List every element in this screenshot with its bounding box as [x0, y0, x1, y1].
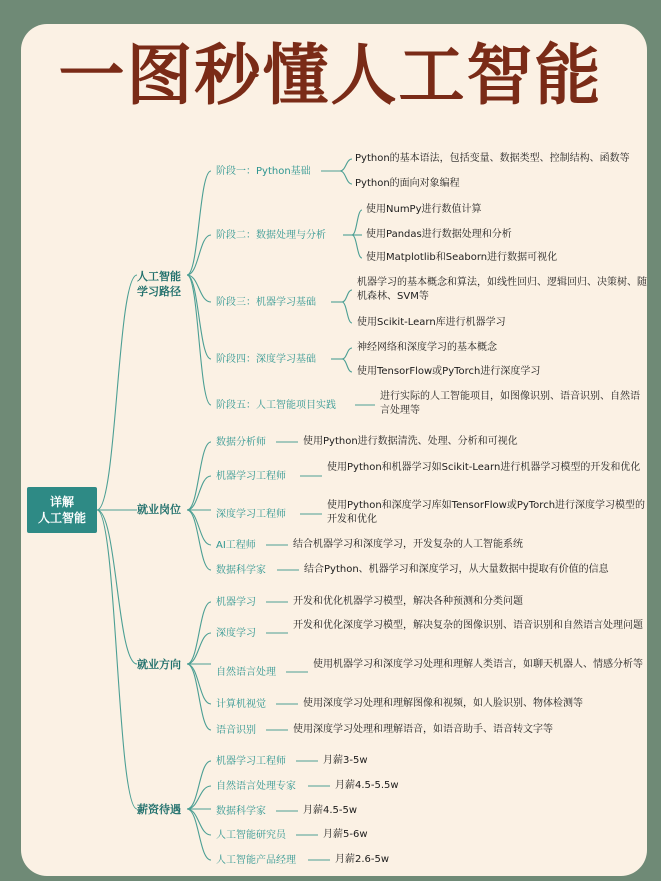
direction-label: 计算机视觉: [216, 699, 266, 710]
direction-desc: 开发和优化深度学习模型，解决复杂的图像识别、语音识别和自然语言处理问题: [293, 620, 643, 631]
node-directions: 就业方向: [137, 658, 181, 671]
node-salary: 薪资待遇: [137, 803, 181, 816]
stage-4-item: 神经网络和深度学习的基本概念: [357, 342, 497, 353]
stage-2-item: 使用Matplotlib和Seaborn进行数据可视化: [366, 252, 558, 263]
stage-2: 阶段二：数据处理与分析: [216, 230, 326, 241]
salary-role: 自然语言处理专家: [216, 781, 296, 792]
job-desc: 结合机器学习和深度学习，开发复杂的人工智能系统: [293, 539, 523, 550]
stage-5: 阶段五：人工智能项目实践: [216, 400, 336, 411]
stage-1-item: Python的基本语法，包括变量、数据类型、控制结构、函数等: [355, 153, 630, 164]
node-learning-path-line1: 人工智能: [137, 270, 181, 283]
job-desc: 使用Python进行数据清洗、处理、分析和可视化: [303, 436, 518, 447]
salary-role: 人工智能研究员: [216, 830, 286, 841]
direction-label: 深度学习: [216, 628, 256, 639]
node-learning-path-line2: 学习路径: [137, 285, 181, 298]
salary-role: 人工智能产品经理: [216, 855, 296, 866]
stage-3-item: 使用Scikit-Learn库进行机器学习: [357, 317, 506, 328]
job-label: 数据分析师: [216, 437, 266, 448]
stage-1: 阶段一：Python基础: [216, 166, 311, 177]
salary-value: 月薪3-5w: [323, 755, 368, 766]
job-label: 数据科学家: [216, 565, 266, 576]
job-label: 深度学习工程师: [216, 509, 286, 520]
stage-2-item: 使用Pandas进行数据处理和分析: [366, 229, 512, 240]
direction-desc: 使用机器学习和深度学习处理和理解人类语言，如聊天机器人、情感分析等: [313, 659, 643, 670]
stage-4: 阶段四：深度学习基础: [216, 354, 316, 365]
job-desc: 使用Python和深度学习库如TensorFlow或PyTorch进行深度学习模型的开发和优化: [327, 500, 646, 525]
root-label-line2: 人工智能: [37, 511, 86, 525]
direction-desc: 使用深度学习处理和理解图像和视频，如人脸识别、物体检测等: [303, 698, 583, 709]
job-desc: 结合Python、机器学习和深度学习，从大量数据中提取有价值的信息: [304, 564, 609, 575]
node-learning-path: [137, 269, 181, 299]
job-label: AI工程师: [216, 540, 256, 551]
salary-role: 机器学习工程师: [216, 756, 286, 767]
job-label: 机器学习工程师: [216, 471, 286, 482]
direction-desc: 开发和优化机器学习模型，解决各种预测和分类问题: [293, 596, 523, 607]
job-desc: 使用Python和机器学习如Scikit-Learn进行机器学习模型的开发和优化: [327, 462, 641, 473]
direction-label: 自然语言处理: [216, 667, 276, 678]
stage-1-item: Python的面向对象编程: [355, 178, 460, 189]
root-label-line1: 详解: [49, 495, 74, 509]
stage-5-item: 进行实际的人工智能项目，如图像识别、语音识别、自然语言处理等: [380, 391, 640, 416]
root-node: [27, 487, 97, 533]
direction-label: 机器学习: [216, 597, 256, 608]
salary-value: 月薪5-6w: [323, 829, 368, 840]
direction-desc: 使用深度学习处理和理解语音，如语音助手、语音转文字等: [293, 724, 553, 735]
direction-label: 语音识别: [216, 725, 256, 736]
stage-3-item: 机器学习的基本概念和算法，如线性回归、逻辑回归、决策树、随机森林、SVM等: [357, 277, 647, 302]
stage-2-item: 使用NumPy进行数值计算: [366, 204, 482, 215]
stage-3: 阶段三：机器学习基础: [216, 297, 316, 308]
salary-value: 月薪4.5-5w: [303, 805, 358, 816]
page-title: 一图秒懂人工智能: [58, 37, 603, 114]
node-jobs: 就业岗位: [137, 503, 181, 516]
stage-4-item: 使用TensorFlow或PyTorch进行深度学习: [357, 366, 541, 377]
salary-value: 月薪2.6-5w: [335, 854, 390, 865]
salary-role: 数据科学家: [216, 806, 266, 817]
salary-value: 月薪4.5-5.5w: [335, 780, 399, 791]
